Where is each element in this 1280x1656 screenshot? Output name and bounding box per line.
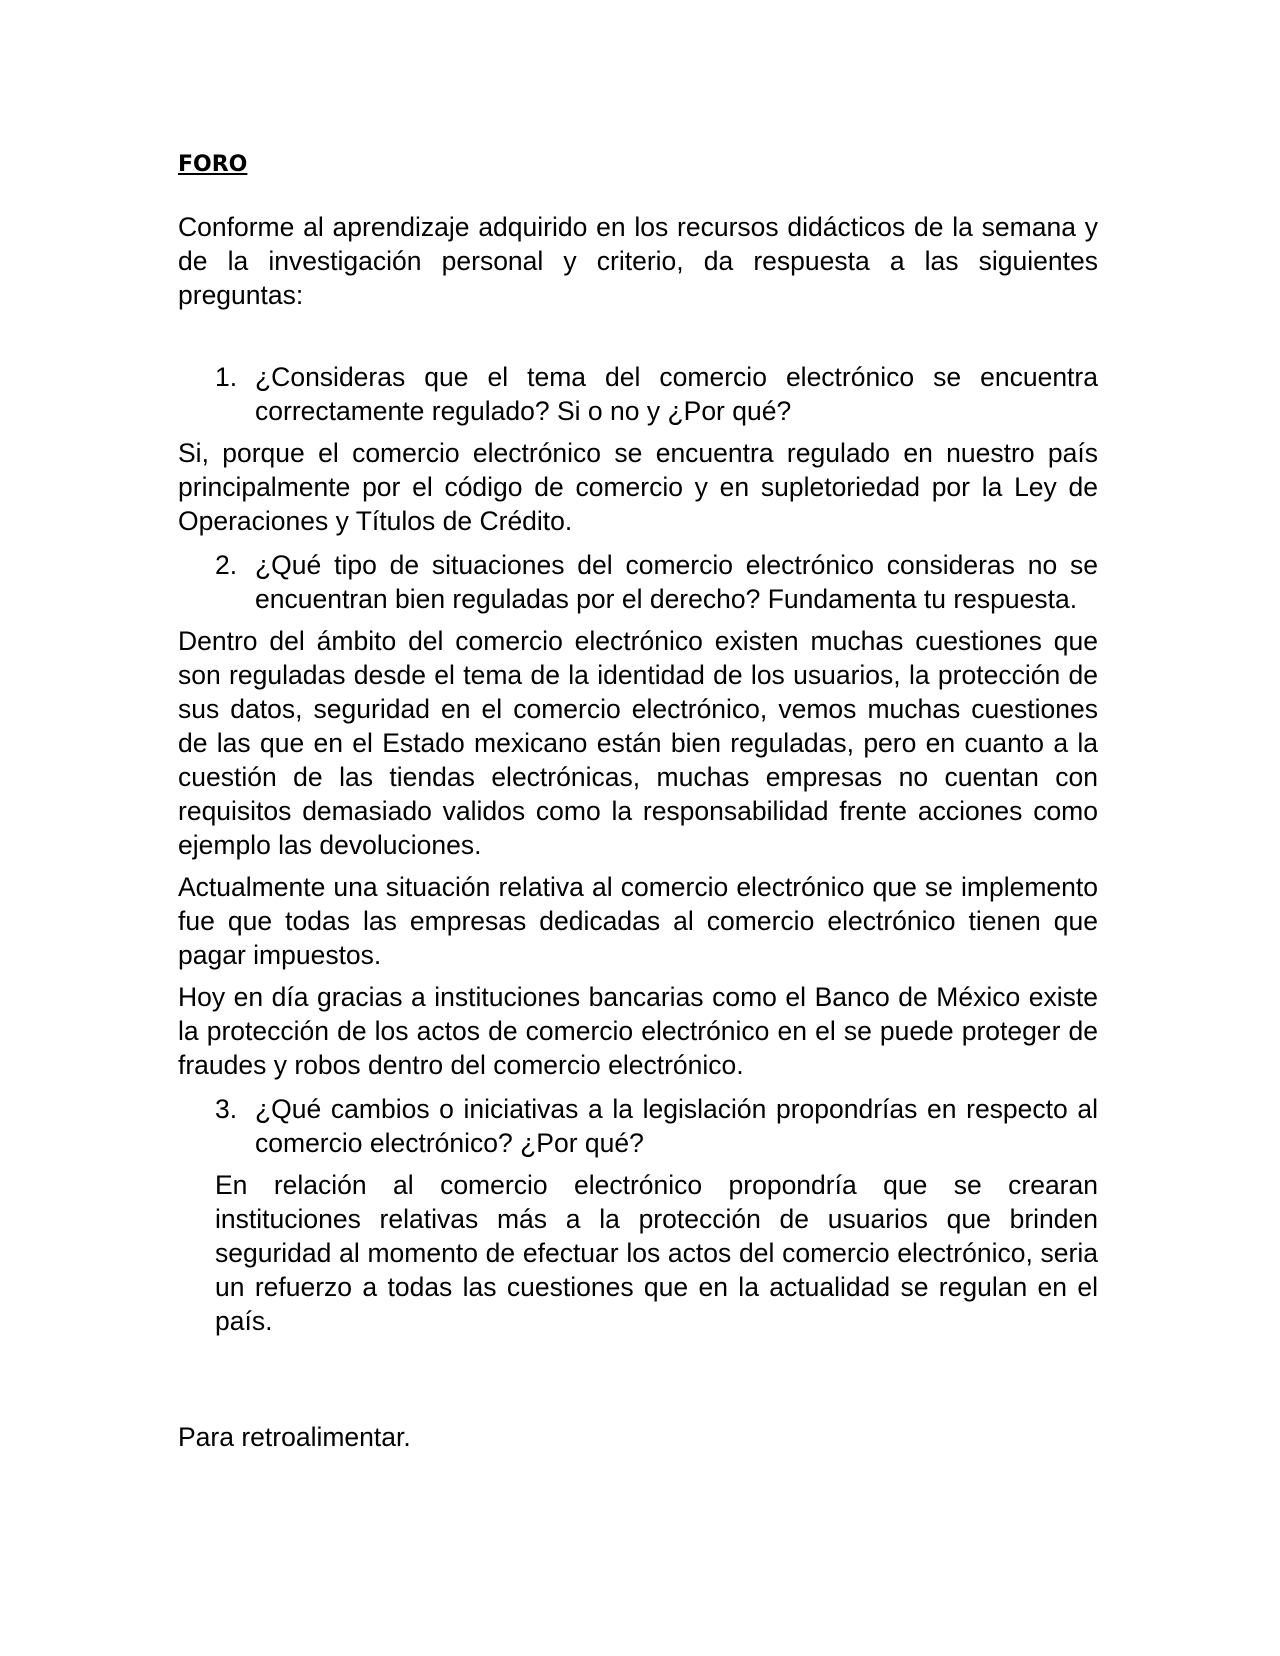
answer-3-paragraph: En relación al comercio electrónico propondría que se crearan instituciones relativas más a la protección de usuarios que brinden seguridad al momento de efectuar los actos del comercio electrónico, seria un refuerzo a todas las cuestiones que en la actualidad se regulan en el país. [215,1170,1098,1336]
document-title: FORO [178,152,248,177]
question-number: 3. [215,1094,238,1124]
answer-2-paragraph: Hoy en día gracias a instituciones bancarias como el Banco de México existe la protección de los actos de comercio electrónico en el se puede proteger de fraudes y robos dentro del comercio electrónico. [178,982,1098,1080]
question-2 [178,548,1098,616]
question-text: ¿Consideras que el tema del comercio electrónico se encuentra correctamente regulado? Si o no y ¿Por qué? [255,362,1098,426]
answer-2-paragraph: Dentro del ámbito del comercio electrónico existen muchas cuestiones que son reguladas desde el tema de la identidad de los usuarios, la protección de sus datos, seguridad en el comercio electrónico, vemos muchas cuestiones de las que en el Estado mexicano están bien reguladas, pero en cuanto a la cuestión de las tiendas electrónicas, muchas empresas no cuentan con requisitos demasiado validos como la responsabilidad frente acciones como ejemplo las devoluciones. [178,626,1098,860]
question-3 [178,1092,1098,1160]
answer-2-paragraph: Actualmente una situación relativa al comercio electrónico que se implemento fue que todas las empresas dedicadas al comercio electrónico tienen que pagar impuestos. [178,872,1098,970]
document-page [178,150,1098,1454]
answer-1-paragraph: Si, porque el comercio electrónico se encuentra regulado en nuestro país principalmente por el código de comercio y en supletoriedad por la Ley de Operaciones y Títulos de Crédito. [178,438,1098,536]
question-text: ¿Qué tipo de situaciones del comercio electrónico consideras no se encuentran bien reguladas por el derecho? Fundamenta tu respuesta. [255,550,1098,614]
question-number: 1. [215,362,238,392]
intro-paragraph: Conforme al aprendizaje adquirido en los recursos didácticos de la semana y de la investigación personal y criterio, da respuesta a las siguientes preguntas: [178,212,1098,310]
closing-line: Para retroalimentar. [178,1422,411,1452]
question-1 [178,360,1098,428]
question-text: ¿Qué cambios o iniciativas a la legislación propondrías en respecto al comercio electrónico? ¿Por qué? [255,1094,1098,1158]
question-number: 2. [215,550,238,580]
